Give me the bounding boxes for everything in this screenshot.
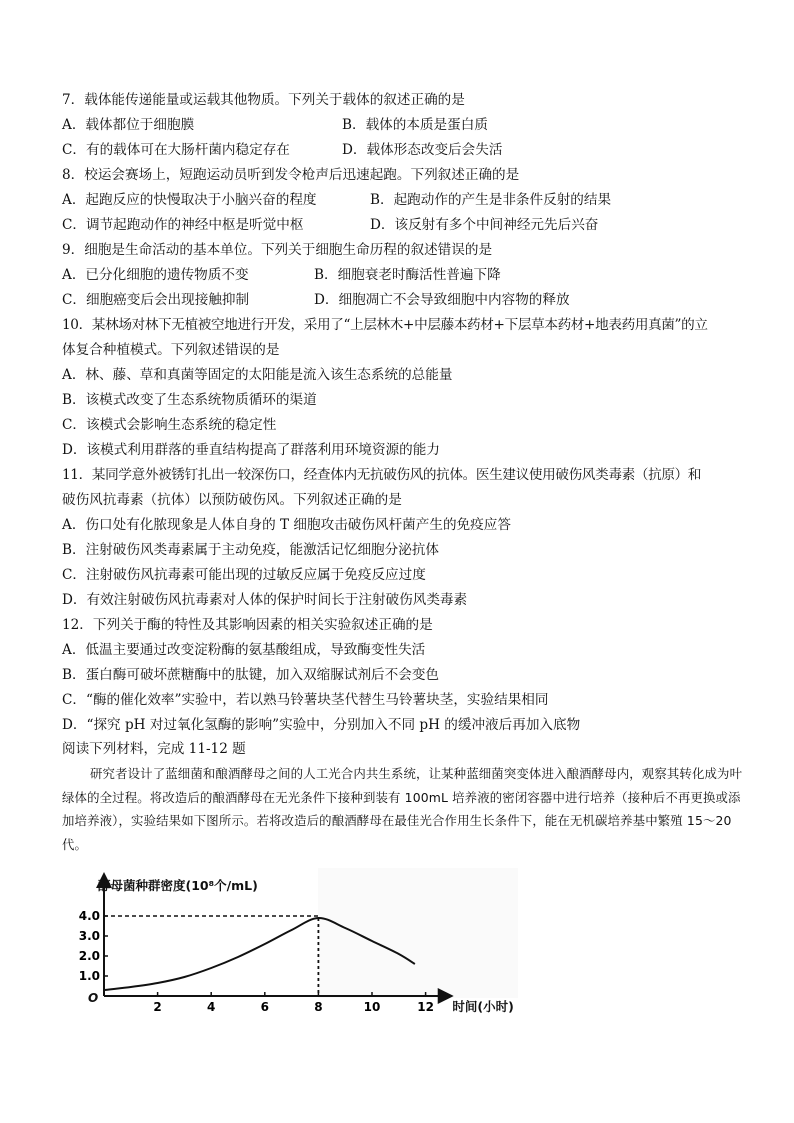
q8-option-c: C．调节起跑动作的神经中枢是听觉中枢 (62, 217, 304, 233)
reading-heading: 阅读下列材料，完成 11-12 题 (62, 741, 246, 757)
bleed-through-artifact (318, 868, 518, 998)
q9-option-c: C．细胞癌变后会出现接触抑制 (62, 292, 250, 308)
q11-option-b: B．注射破伤风类毒素属于主动免疫，能激活记忆细胞分泌抗体 (62, 542, 440, 558)
q9-option-d: D．细胞凋亡不会导致细胞中内容物的释放 (314, 292, 570, 308)
q11-option-c: C．注射破伤风抗毒素可能出现的过敏反应属于免疫反应过度 (62, 567, 426, 583)
q11-option-d: D．有效注射破伤风抗毒素对人体的保护时间长于注射破伤风类毒素 (62, 592, 468, 608)
y-tick-label: 3.0 (78, 929, 100, 943)
population-density-chart (68, 868, 528, 1028)
q12-option-d: D．“探究 pH 对过氧化氢酶的影响”实验中，分别加入不同 pH 的缓冲液后再加入底物 (62, 717, 581, 733)
x-tick-label: 10 (363, 1000, 381, 1014)
x-tick-label: 12 (417, 1000, 434, 1014)
peak-guides (104, 916, 318, 996)
q9-stem: 9．细胞是生命活动的基本单位。下列关于细胞生命历程的叙述错误的是 (62, 242, 493, 258)
q11-stem-line2: 破伤风抗毒素（抗体）以预防破伤风。下列叙述正确的是 (62, 492, 402, 508)
q9-option-b: B．细胞衰老时酶活性普遍下降 (314, 267, 501, 283)
q12-option-b: B．蛋白酶可破坏蔗糖酶中的肽键，加入双缩脲试剂后不会变色 (62, 667, 440, 683)
y-axis-label: 酵母菌种群密度(10⁸个/mL) (98, 878, 258, 893)
x-tick-label: 4 (207, 1000, 216, 1014)
q7-option-b: B．载体的本质是蛋白质 (342, 117, 488, 133)
y-tick-label: 1.0 (78, 969, 100, 983)
x-axis-label: 时间(小时) (452, 999, 514, 1014)
q10-option-b: B．该模式改变了生态系统物质循环的渠道 (62, 392, 317, 408)
q10-option-d: D．该模式利用群落的垂直结构提高了群落利用环境资源的能力 (62, 442, 440, 458)
y-tick-label: 4.0 (78, 909, 100, 923)
q12-option-a: A．低温主要通过改变淀粉酶的氨基酸组成，导致酶变性失活 (62, 642, 426, 658)
reading-passage: 研究者设计了蓝细菌和酿酒酵母之间的人工光合内共生系统，让某种蓝细菌突变体进入酿酒酵母内，观察其转化成为叶绿体的全过程。将改造后的酿酒酵母在无光条件下接种到装有 100mL 培养液的密闭容器中进行培养（接种后不再更换或添加培养液），实验结果如下图所示。若将改造后的酿酒酵母在最佳光合作用生长条件下，能在无机碳培养基中繁殖 15～20 代。 (62, 766, 743, 852)
q11-stem-line1: 11．某同学意外被锈钉扎出一较深伤口，经查体内无抗破伤风的抗体。医生建议使用破伤风类毒素（抗原）和 (62, 467, 702, 483)
q8-stem: 8．校运会赛场上，短跑运动员听到发令枪声后迅速起跑。下列叙述正确的是 (62, 167, 520, 183)
q12-stem: 12．下列关于酶的特性及其影响因素的相关实验叙述正确的是 (62, 617, 433, 633)
x-tick-label: 2 (153, 1000, 162, 1014)
q8-option-b: B．起跑动作的产生是非条件反射的结果 (370, 192, 612, 208)
origin-label: O (88, 991, 99, 1005)
q10-option-c: C．该模式会影响生态系统的稳定性 (62, 417, 277, 433)
q9-option-a: A．已分化细胞的遗传物质不变 (62, 267, 249, 283)
q8-option-a: A．起跑反应的快慢取决于小脑兴奋的程度 (62, 192, 317, 208)
q7-stem: 7．载体能传递能量或运载其他物质。下列关于载体的叙述正确的是 (62, 92, 465, 108)
y-tick-label: 2.0 (78, 949, 100, 963)
q10-stem-line1: 10．某林场对林下无植被空地进行开发，采用了“上层林木+中层藤本药材+下层草本药材+地表药用真菌”的立 (62, 317, 708, 333)
q11-option-a: A．伤口处有化脓现象是人体自身的 T 细胞攻击破伤风杆菌产生的免疫应答 (62, 517, 511, 533)
q12-option-c: C．“酶的催化效率”实验中，若以熟马铃薯块茎代替生马铃薯块茎，实验结果相同 (62, 692, 549, 708)
x-tick-label: 6 (260, 1000, 269, 1014)
q10-option-a: A．林、藤、草和真菌等固定的太阳能是流入该生态系统的总能量 (62, 367, 453, 383)
x-tick-label: 8 (314, 1000, 323, 1014)
q7-option-a: A．载体都位于细胞膜 (62, 117, 195, 133)
q10-stem-line2: 体复合种植模式。下列叙述错误的是 (62, 342, 280, 358)
q8-option-d: D．该反射有多个中间神经元先后兴奋 (370, 217, 599, 233)
q7-option-d: D．载体形态改变后会失活 (342, 142, 503, 158)
q7-option-c: C．有的载体可在大肠杆菌内稳定存在 (62, 142, 290, 158)
